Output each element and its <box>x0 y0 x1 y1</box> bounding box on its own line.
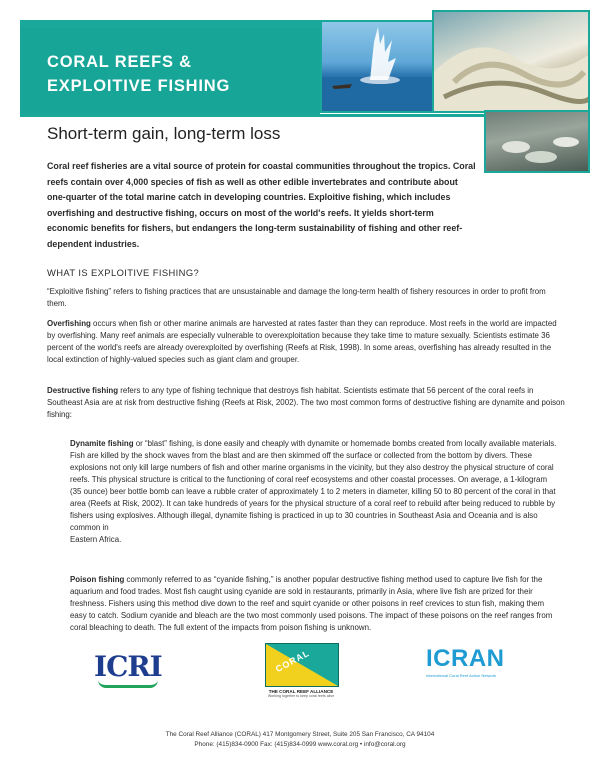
poison-fishing-paragraph <box>70 574 560 634</box>
coral-name: THE CORAL REEF ALLIANCE <box>268 689 334 694</box>
header-divider <box>20 114 500 117</box>
icri-swoosh-icon <box>98 680 158 688</box>
definition-paragraph: “Exploitive fishing” refers to fishing practices that are unsustainable and damage the long-term health of fishery resources in order to profit from them. <box>47 287 546 308</box>
icran-tagline: International Coral Reef Action Network <box>426 673 497 678</box>
title-line-1: CORAL REEFS & <box>47 53 192 71</box>
coral-flag-icon <box>265 643 339 687</box>
dynamite-fishing-text: or “blast” fishing, is done easily and cheaply with dynamite or homemade bombs created from locally available materials. Fish are killed by the shock waves from the blast and are then skimmed off the surface or collected from the bottom by divers. These explosions not only kill large numbers of fish and other marine organisms in the vicinity, but they also destroy the physical structure of coral reefs. This physical structure is critical to the functioning of coral reef ecosystems and other coastal processes. On average, a 1-kilogram (35 ounce) beer bottle bomb can leave a rubble crater of approximately 1 to 2 meters in diameter, killing 50 to 80 percent of the coral in that area (Reefs at Risk, 2002). It can take hundreds of years for the physical structure of a coral reef to rebuild after being reduced to rubble by fishers using explosives. Although illegal, dynamite fishing is practiced in up to 30 countries in Southeast Asia and Oceania and is also common in <box>70 439 557 532</box>
destructive-fishing-paragraph <box>47 385 567 421</box>
subtitle: Short-term gain, long-term loss <box>47 124 281 143</box>
icran-logo-text: ICRAN <box>426 645 505 672</box>
bleached-coral-photo <box>432 10 590 113</box>
coral-tagline: Working together to keep coral reefs alive <box>267 694 335 698</box>
overfishing-text: occurs when fish or other marine animals are harvested at rates faster than they can reproduce. Most reefs in the world are impacted by overfishing. Many reef animals are especially vulnerable to overexploitation because they take time to mature sexually. Scientists estimate 36 percent of the world's reefs are already overexploited by overfishing (Reefs at Risk, 1998). In some areas, overfishing has already resulted in the local extinction of highly-valued species such as giant clam and grouper. <box>47 319 557 364</box>
poison-fishing-term: Poison fishing <box>70 575 125 584</box>
dynamite-fishing-tail: Eastern Africa. <box>70 535 122 544</box>
coral-logo <box>260 643 342 707</box>
icri-logo <box>94 650 164 690</box>
dynamite-fishing-paragraph <box>70 438 560 546</box>
coral-flag-text: CORAL <box>273 647 312 675</box>
footer-address: The Coral Reef Alliance (CORAL) 417 Montgomery Street, Suite 205 San Francisco, CA 94104 <box>165 731 435 738</box>
overfishing-term: Overfishing <box>47 319 91 328</box>
overfishing-paragraph <box>47 318 567 366</box>
section-heading: WHAT IS EXPLOITIVE FISHING? <box>47 267 200 278</box>
poison-fishing-text: commonly referred to as “cyanide fishing,” is another popular destructive fishing method used to capture live fish for the aquarium and food trades. Most fish caught using cyanide are sold in restaurants, primarily in Asia, where live fish are prized for their freshness. Fishers using this method dive down to the reef and squirt cyanide or other poisons in reef crevices to stun fish, making them easy to catch. Sodium cyanide and bleach are the two most commonly used poisons. The impact of these poisons on the reef ranges from coral bleaching to death. The full extent of the impacts from poison fishing is unknown. <box>70 575 553 632</box>
title-banner <box>20 28 320 114</box>
title-line-2: EXPLOITIVE FISHING <box>47 77 231 95</box>
dynamite-fishing-term: Dynamite fishing <box>70 439 134 448</box>
destructive-fishing-term: Destructive fishing <box>47 386 119 395</box>
footer-contact: Phone: (415)834-0900 Fax: (415)834-0999 www.coral.org • info@coral.org <box>194 741 406 748</box>
fish-photo <box>484 110 590 173</box>
destructive-fishing-text: refers to any type of fishing technique that destroys fish habitat. Scientists estimate that 56 percent of the coral reefs in Southeast Asia are at risk from destructive fishing (Reefs at Risk, 2002). The two most common forms of destructive fishing are dynamite and poison fishing: <box>47 386 565 419</box>
dynamite-blast-photo <box>320 20 435 113</box>
icran-logo <box>426 645 518 691</box>
icri-logo-text: ICRI <box>94 650 162 683</box>
intro-paragraph: Coral reef fisheries are a vital source of protein for coastal communities throughout the tropics. Coral reefs contain over 4,000 species of fish as well as other edible invertebrates and contribute about one-quarter of the total marine catch in developing countries. Exploitive fishing, which includes overfishing and destructive fishing, occurs on most of the world's reefs. It yields short-term economic benefits for fishers, but endangers the long-term sustainability of fishing and other reef-dependent industries. <box>47 161 476 249</box>
